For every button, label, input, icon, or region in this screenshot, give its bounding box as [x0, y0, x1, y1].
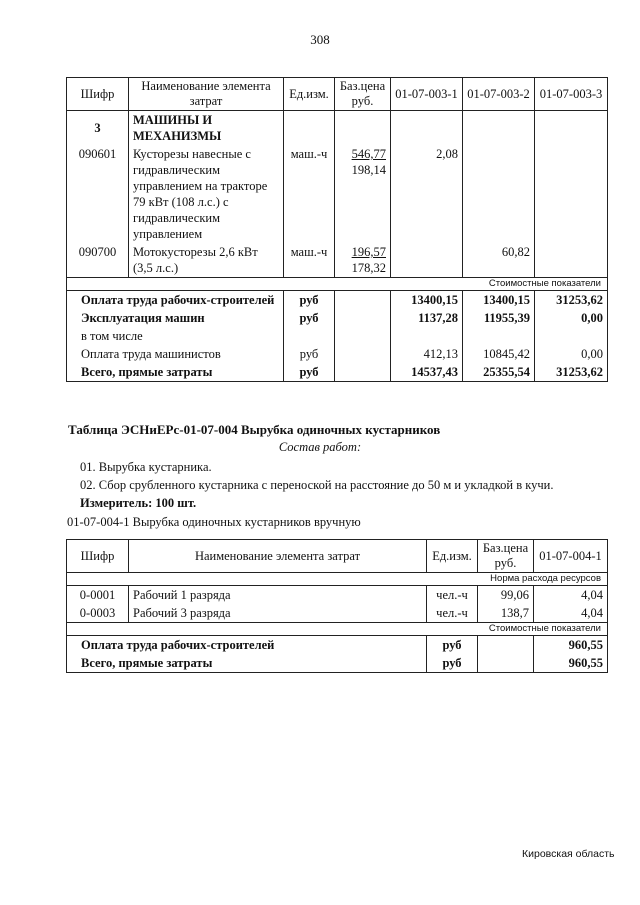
total-unit: руб: [284, 291, 335, 310]
table-shrubs: [66, 539, 608, 673]
total-unit: руб: [427, 654, 478, 673]
row-name: Рабочий 1 разряда: [129, 586, 427, 605]
row-price: [335, 145, 391, 243]
total-row: [67, 309, 608, 327]
header-unit: Ед.изм.: [284, 78, 335, 111]
total-unit: руб: [427, 636, 478, 655]
row-unit: чел.-ч: [427, 586, 478, 605]
total-value-2: 13400,15: [463, 291, 535, 310]
total-name: Оплата труда рабочих-строителей: [67, 291, 284, 310]
header-price: Баз.цена руб.: [335, 78, 391, 111]
row-value-2: 60,82: [463, 243, 535, 278]
header-col-3: 01-07-003-3: [535, 78, 608, 111]
total-unit: руб: [284, 345, 335, 363]
table-header-row: [67, 540, 608, 573]
header-name: Наименование элемента затрат: [129, 78, 284, 111]
total-value-1: 13400,15: [391, 291, 463, 310]
row-name: Рабочий 3 разряда: [129, 604, 427, 623]
table-machinery: [66, 77, 608, 382]
row-value-1: 4,04: [534, 586, 608, 605]
total-name: Оплата труда машинистов: [67, 345, 284, 363]
total-row: [67, 327, 608, 345]
band-label: Стоимостные показатели: [67, 623, 608, 636]
total-unit: руб: [284, 363, 335, 382]
header-code: Шифр: [67, 78, 129, 111]
table-row: [67, 145, 608, 243]
section-title: МАШИНЫ И МЕХАНИЗМЫ: [129, 111, 284, 146]
total-value-2: 10845,42: [463, 345, 535, 363]
total-name: Оплата труда рабочих-строителей: [67, 636, 427, 655]
table-row: [67, 604, 608, 623]
header-unit: Ед.изм.: [427, 540, 478, 573]
header-col-1: 01-07-003-1: [391, 78, 463, 111]
total-value-3: 31253,62: [535, 363, 608, 382]
row-unit: маш.-ч: [284, 243, 335, 278]
price-top: 546,77: [351, 147, 386, 161]
total-value-1: 960,55: [534, 636, 608, 655]
row-code: 090601: [67, 145, 129, 243]
row-value-2: [463, 145, 535, 243]
total-row: [67, 654, 608, 673]
row-value-3: [535, 243, 608, 278]
row-value-3: [535, 145, 608, 243]
band-row: [67, 623, 608, 636]
table-row: [67, 586, 608, 605]
section-row: [67, 111, 608, 146]
total-value-1: 412,13: [391, 345, 463, 363]
row-code: 0-0003: [67, 604, 129, 623]
table-row: [67, 243, 608, 278]
band-row: [67, 278, 608, 291]
total-row: [67, 636, 608, 655]
total-name: Всего, прямые затраты: [67, 363, 284, 382]
total-unit: руб: [284, 309, 335, 327]
work-composition-heading: Состав работ:: [278, 440, 362, 454]
row-code: 0-0001: [67, 586, 129, 605]
row-price: 99,06: [478, 586, 534, 605]
row-unit: чел.-ч: [427, 604, 478, 623]
total-name: Всего, прямые затраты: [67, 654, 427, 673]
page-number: 308: [310, 32, 330, 47]
total-value-2: 25355,54: [463, 363, 535, 382]
total-value-2: 11955,39: [463, 309, 535, 327]
total-name: Эксплуатация машин: [67, 309, 284, 327]
row-code: 090700: [67, 243, 129, 278]
row-name: Мотокусторезы 2,6 кВт (3,5 л.с.): [129, 243, 284, 278]
total-value-3: 0,00: [535, 309, 608, 327]
total-value-3: 0,00: [535, 345, 608, 363]
row-value-1: 2,08: [391, 145, 463, 243]
work-item: 01. Вырубка кустарника.: [80, 460, 212, 474]
price-bottom: 198,14: [351, 163, 386, 177]
row-price: [335, 243, 391, 278]
row-value-1: [391, 243, 463, 278]
total-value-3: 31253,62: [535, 291, 608, 310]
total-name: в том числе: [67, 327, 284, 345]
price-bottom: 178,32: [351, 261, 386, 275]
header-col-1: 01-07-004-1: [534, 540, 608, 573]
measure-unit: Измеритель: 100 шт.: [80, 496, 197, 510]
band-label: Стоимостные показатели: [67, 278, 608, 291]
work-item: 02. Сбор срубленного кустарника с переноской на расстояние до 50 м и укладкой в кучи.: [80, 478, 554, 492]
total-row: [67, 291, 608, 310]
header-code: Шифр: [67, 540, 129, 573]
header-price: Баз.цена руб.: [478, 540, 534, 573]
price-top: 196,57: [351, 245, 386, 259]
row-value-1: 4,04: [534, 604, 608, 623]
total-value-1: 1137,28: [391, 309, 463, 327]
band-label: Норма расхода ресурсов: [67, 573, 608, 586]
section-code: 3: [67, 111, 129, 146]
total-row: [67, 345, 608, 363]
header-col-2: 01-07-003-2: [463, 78, 535, 111]
row-unit: маш.-ч: [284, 145, 335, 243]
footer-region: Кировская область: [522, 848, 615, 860]
table-title: Таблица ЭСНиЕРс-01-07-004 Вырубка одиночных кустарников: [68, 422, 441, 437]
total-row: [67, 363, 608, 382]
row-name: Кусторезы навесные с гидравлическим управлением на тракторе 79 кВт (108 л.с.) с гидравлическим управлением: [129, 145, 284, 243]
header-name: Наименование элемента затрат: [129, 540, 427, 573]
total-value-1: 960,55: [534, 654, 608, 673]
total-value-1: 14537,43: [391, 363, 463, 382]
rate-code-line: 01-07-004-1 Вырубка одиночных кустарников вручную: [67, 515, 361, 529]
band-row: [67, 573, 608, 586]
row-price: 138,7: [478, 604, 534, 623]
table-header-row: [67, 78, 608, 111]
